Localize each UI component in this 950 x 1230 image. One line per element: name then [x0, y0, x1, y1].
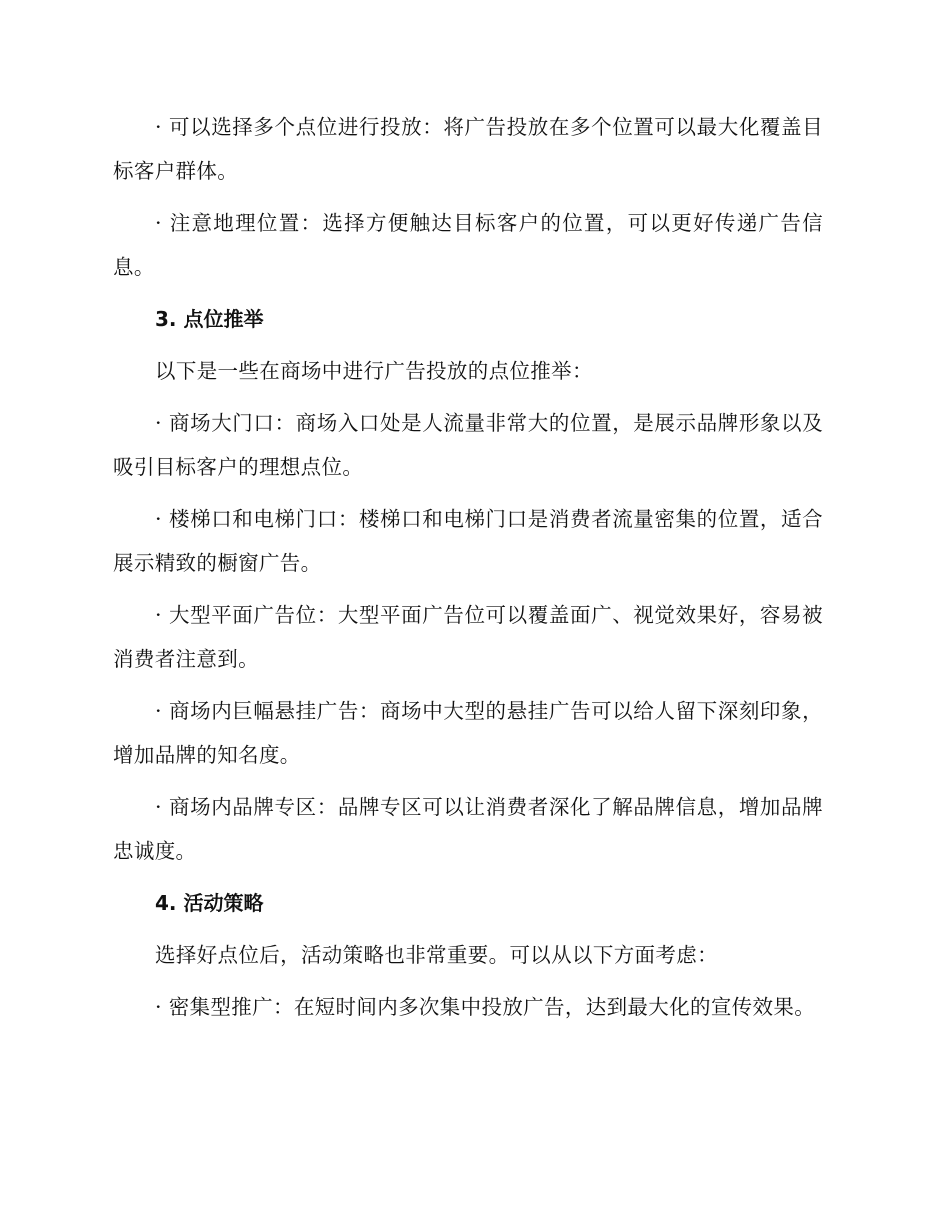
bullet-large-flat-ad: · 大型平面广告位：大型平面广告位可以覆盖面广、视觉效果好，容易被消费者注意到。 [113, 603, 823, 671]
bullet-brand-zone: · 商场内品牌专区：品牌专区可以让消费者深化了解品牌信息，增加品牌忠诚度。 [113, 795, 823, 863]
document-page [113, 105, 823, 1037]
bullet-stairs-elevator: · 楼梯口和电梯门口：楼梯口和电梯门口是消费者流量密集的位置，适合展示精致的橱窗广告。 [113, 507, 823, 575]
intro-placement-recommendation: 以下是一些在商场中进行广告投放的点位推举： [155, 359, 593, 383]
section-heading-activity-strategy: 4. 活动策略 [155, 891, 264, 915]
section-heading-placement-recommendation: 3. 点位推举 [155, 307, 264, 331]
intro-activity-strategy: 选择好点位后，活动策略也非常重要。可以从以下方面考虑： [155, 943, 718, 967]
bullet-intensive-promotion: · 密集型推广：在短时间内多次集中投放广告，达到最大化的宣传效果。 [155, 995, 816, 1019]
bullet-hanging-banner: · 商场内巨幅悬挂广告：商场中大型的悬挂广告可以给人留下深刻印象，增加品牌的知名度。 [113, 699, 823, 767]
bullet-multiple-placements: · 可以选择多个点位进行投放：将广告投放在多个位置可以最大化覆盖目标客户群体。 [113, 115, 823, 183]
bullet-geographic-location: · 注意地理位置：选择方便触达目标客户的位置，可以更好传递广告信息。 [113, 211, 823, 279]
bullet-mall-main-entrance: · 商场大门口：商场入口处是人流量非常大的位置，是展示品牌形象以及吸引目标客户的理想点位。 [113, 411, 823, 479]
